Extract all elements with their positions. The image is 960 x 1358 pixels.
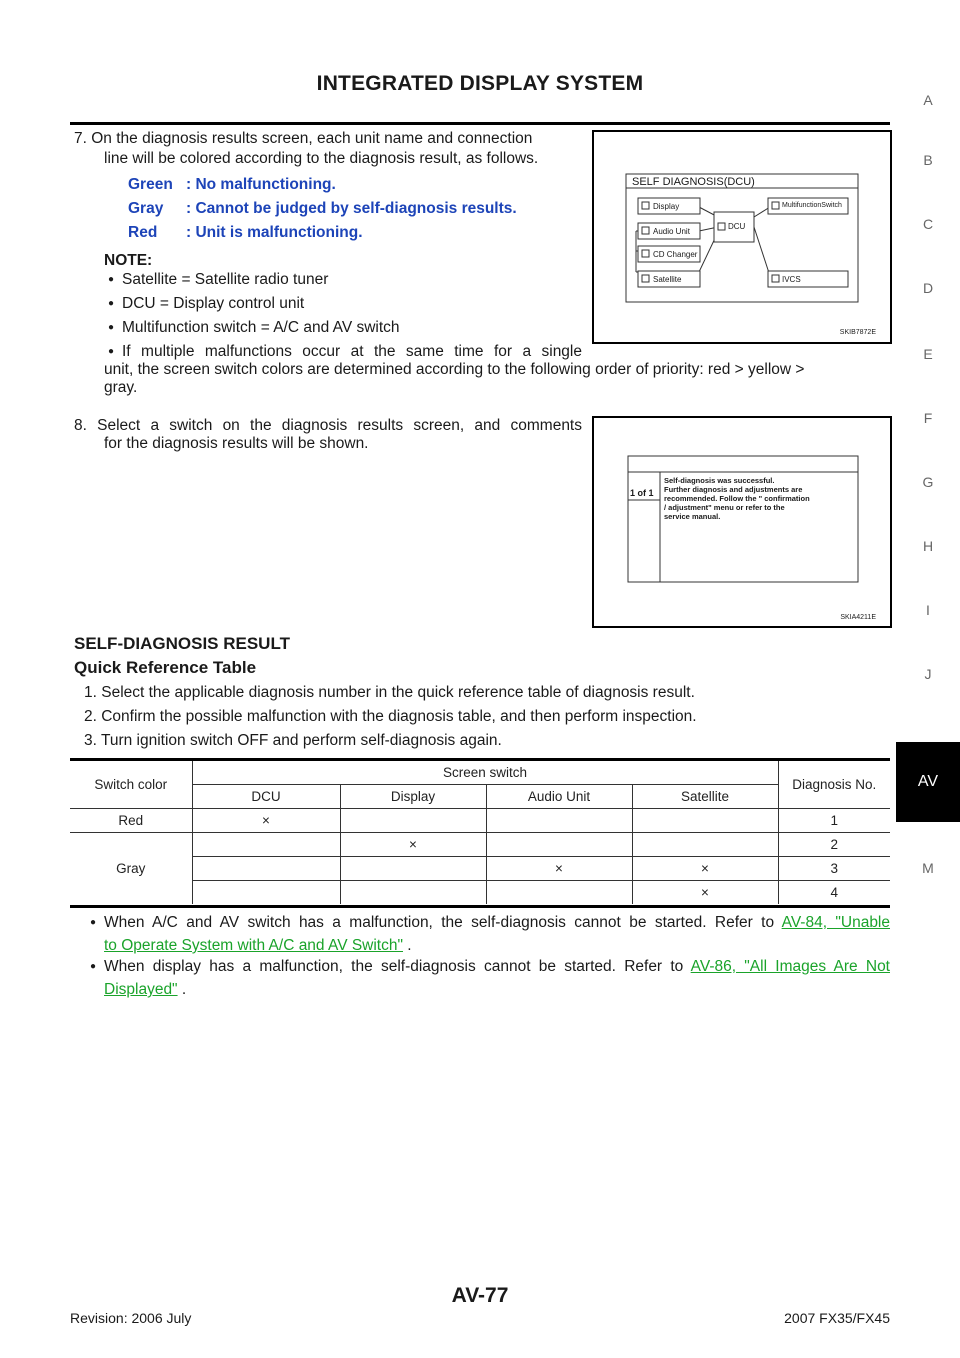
side-index-a[interactable]: A (923, 92, 933, 108)
side-index-d[interactable]: D (922, 280, 934, 296)
header-diagnosis-no: Diagnosis No. (778, 761, 890, 809)
section-heading: SELF-DIAGNOSIS RESULT (74, 634, 290, 653)
figure2-message-line: service manual. (664, 512, 721, 521)
figure1-ivcs-label: IVCS (782, 275, 801, 284)
cell-mark (632, 809, 778, 833)
header-display: Display (340, 785, 486, 809)
figure2-message-line: / adjustment" menu or refer to the (664, 503, 785, 512)
diagnosis-diagram (594, 132, 890, 342)
figure2-message-line: Self-diagnosis was successful. (664, 476, 775, 485)
ref-item-ac-av-switch (104, 911, 890, 957)
side-index-g[interactable]: G (922, 474, 934, 490)
note-priority-line2: unit, the screen switch colors are determined according to the following order of priority: red > yellow > (104, 361, 805, 378)
legend-gray-desc: : Cannot be judged by self-diagnosis results. (186, 200, 517, 217)
page-title: INTEGRATED DISPLAY SYSTEM (316, 72, 644, 95)
cell-mark (340, 809, 486, 833)
side-index-av-tab[interactable]: AV (896, 742, 960, 822)
table-bottom-rule (70, 905, 890, 908)
figure2-message-line: recommended. Follow the " confirmation (664, 494, 810, 503)
figure1-satellite-label: Satellite (653, 275, 682, 284)
footer-page-number: AV-77 (451, 1284, 509, 1307)
header-satellite: Satellite (632, 785, 778, 809)
cell-mark (486, 881, 632, 905)
side-index-h[interactable]: H (922, 538, 934, 554)
side-index-e[interactable]: E (923, 346, 933, 362)
figure1-display-label: Display (653, 202, 680, 211)
figure-self-diagnosis-dcu (592, 130, 892, 344)
cell-color: Red (70, 809, 192, 833)
legend-gray-label: Gray (128, 200, 164, 217)
note-priority-line3: gray. (104, 379, 138, 396)
cell-mark: × (632, 857, 778, 881)
section-step-3: 3. Turn ignition switch OFF and perform self-diagnosis again. (84, 732, 502, 749)
cell-mark: × (486, 857, 632, 881)
table-row (70, 857, 890, 881)
cell-mark (192, 857, 340, 881)
cell-mark (486, 833, 632, 857)
ref2-link-line1[interactable]: AV-86, "All Images Are Not (690, 958, 890, 975)
ref2-post: . (177, 981, 187, 998)
comment-screen (594, 418, 890, 626)
ref1-link-line1[interactable]: AV-84, "Unable (781, 914, 890, 931)
header-rule (70, 122, 890, 125)
cell-mark (632, 833, 778, 857)
side-index-i[interactable]: I (926, 602, 930, 618)
table-row (70, 833, 890, 857)
cell-diag-no: 3 (778, 857, 890, 881)
side-index-c[interactable]: C (922, 216, 934, 232)
ref2-link-line2[interactable]: Displayed" (104, 981, 178, 998)
step7-line2: line will be colored according to the diagnosis result, as follows. (104, 150, 539, 167)
section-step-1: 1. Select the applicable diagnosis number in the quick reference table of diagnosis result. (84, 684, 695, 701)
table-row (70, 809, 890, 833)
cell-color: Gray (70, 833, 192, 905)
step7-line1: 7. On the diagnosis results screen, each unit name and connection (74, 130, 533, 147)
side-index-b[interactable]: B (923, 152, 933, 168)
footer-model: 2007 FX35/FX45 (784, 1310, 890, 1326)
note-label: NOTE: (104, 252, 153, 269)
header-dcu: DCU (192, 785, 340, 809)
legend-red-desc: : Unit is malfunctioning. (186, 224, 363, 241)
side-index-j[interactable]: J (924, 666, 932, 682)
header-screen-switch: Screen switch (192, 761, 778, 785)
legend-green-desc: : No malfunctioning. (186, 176, 336, 193)
cell-mark (192, 833, 340, 857)
legend-red-label: Red (128, 224, 158, 241)
cell-diag-no: 4 (830, 885, 838, 900)
cell-mark (340, 857, 486, 881)
side-index-f[interactable]: F (923, 410, 933, 426)
ref2-text: When display has a malfunction, the self-diagnosis cannot be started. Refer to (104, 958, 691, 975)
header-audio-unit: Audio Unit (486, 785, 632, 809)
cell-diag-no: 2 (778, 833, 890, 857)
figure2-code: SKIA4211E (840, 614, 876, 621)
cell-diag-no: 1 (778, 809, 890, 833)
side-index-m[interactable]: M (922, 860, 934, 876)
header-switch-color: Switch color (70, 761, 192, 809)
note-item-priority: ● If multiple malfunctions occur at the same time for a single (122, 340, 582, 363)
section-step-2: 2. Confirm the possible malfunction with the diagnosis table, and then perform inspection. (84, 708, 697, 725)
figure1-title: SELF DIAGNOSIS(DCU) (632, 176, 755, 188)
legend-green-label: Green (128, 176, 173, 193)
figure1-audio-label: Audio Unit (653, 227, 690, 236)
figure2-page: 1 of 1 (630, 488, 654, 498)
cell-mark (192, 881, 340, 905)
step8-line2: for the diagnosis results will be shown. (104, 435, 369, 452)
table-row (70, 881, 890, 905)
figure-diagnosis-comment (592, 416, 892, 628)
section-subheading: Quick Reference Table (74, 658, 257, 677)
note-item: ● Multifunction switch = A/C and AV switch (122, 316, 400, 339)
ref1-post: . (403, 937, 412, 954)
cell-mark (486, 809, 632, 833)
figure1-cd-label: CD Changer (653, 250, 698, 259)
footer-revision: Revision: 2006 July (70, 1310, 192, 1326)
note-item: ● DCU = Display control unit (122, 292, 304, 315)
step8-line1: 8. Select a switch on the diagnosis results screen, and comments (74, 417, 582, 434)
note-item: ● Satellite = Satellite radio tuner (122, 268, 328, 291)
figure1-code: SKIB7872E (839, 329, 876, 336)
cell-mark: × (192, 809, 340, 833)
figure1-multifunction-label: MultifunctionSwitch (782, 202, 842, 209)
figure2-message (664, 476, 810, 521)
cell-mark: × (632, 881, 778, 905)
ref-item-display (104, 955, 890, 1001)
quick-reference-table (70, 761, 890, 904)
ref1-text: When A/C and AV switch has a malfunction, the self-diagnosis cannot be started. Refer to (104, 914, 782, 931)
figure1-dcu-label: DCU (728, 222, 746, 231)
ref1-link-line2[interactable]: to Operate System with A/C and AV Switch" (104, 937, 403, 954)
figure2-message-line: Further diagnosis and adjustments are (664, 485, 803, 494)
cell-mark (340, 881, 486, 905)
cell-mark: × (340, 833, 486, 857)
